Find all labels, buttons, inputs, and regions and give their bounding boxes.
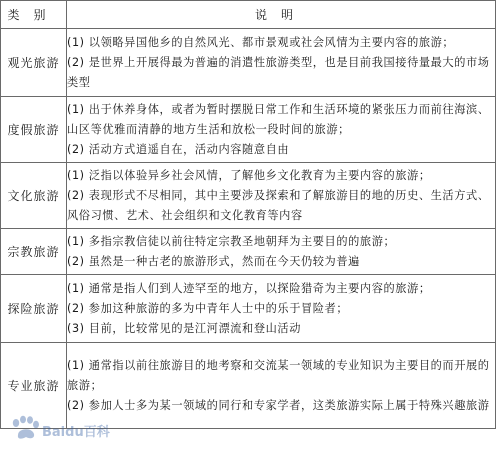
watermark-brand-text: Baidu百科 <box>42 425 110 440</box>
description-line: (3) 目前，比较常见的是江河漂流和登山活动 <box>67 321 301 335</box>
description-line: (2) 虽然是一种古老的旅游形式，然而在今天仍较为普遍 <box>67 254 360 268</box>
table-row <box>1 275 496 343</box>
category-cell: 度假旅游 <box>1 97 67 163</box>
category-cell: 探险旅游 <box>1 275 67 343</box>
description-cell <box>67 29 496 97</box>
description-line: (1) 多指宗教信徒以前往特定宗教圣地朝拜为主要目的的旅游； <box>67 234 396 248</box>
description-cell <box>67 275 496 343</box>
table-row <box>1 343 496 429</box>
category-cell: 专业旅游 <box>1 343 67 429</box>
table-header <box>1 1 496 29</box>
description-line: (2) 是世界上开展得最为普遍的消遣性旅游类型，也是目前我国接待量最大的市场类型 <box>67 55 490 89</box>
description-line: (2) 表现形式不尽相同，其中主要涉及探索和了解旅游目的地的历史、生活方式、风俗习惯、艺术、社会组织和文化教育等内容 <box>67 188 490 222</box>
description-line: (1) 以领略异国他乡的自然风光、都市景观或社会风情为主要内容的旅游； <box>67 35 455 49</box>
table-row <box>1 29 496 97</box>
description-cell <box>67 229 496 275</box>
table-row <box>1 97 496 163</box>
table-body <box>1 29 496 429</box>
description-cell <box>67 97 496 163</box>
description-line: (2) 参加人士多为某一领域的同行和专家学者，这类旅游实际上属于特殊兴趣旅游 <box>67 398 490 412</box>
description-line: (1) 出于休养身体，或者为暂时摆脱日常工作和生活环境的紧张压力而前往海滨、山区等优雅而清静的地方生活和放松一段时间的旅游； <box>67 102 490 136</box>
description-line: (2) 参加这种旅游的多为中青年人士中的乐于冒险者； <box>67 301 349 315</box>
description-cell <box>67 343 496 429</box>
description-line: (1) 泛指以体验异乡社会风情，了解他乡文化教育为主要内容的旅游； <box>67 168 431 182</box>
table-row <box>1 229 496 275</box>
category-cell: 宗教旅游 <box>1 229 67 275</box>
header-category: 类别 <box>1 1 67 29</box>
description-cell <box>67 163 496 229</box>
description-line: (2) 活动方式逍遥自在，活动内容随意自由 <box>67 142 290 156</box>
description-line: (1) 通常是指人们到人迹罕至的地方，以探险猎奇为主要内容的旅游； <box>67 281 431 295</box>
description-line: (1) 通常指以前往旅游目的地考察和交流某一领域的专业知识为主要目的而开展的旅游； <box>67 358 490 392</box>
header-row <box>1 1 496 29</box>
table-row <box>1 163 496 229</box>
category-cell: 观光旅游 <box>1 29 67 97</box>
header-description: 说明 <box>67 1 496 29</box>
category-cell: 文化旅游 <box>1 163 67 229</box>
